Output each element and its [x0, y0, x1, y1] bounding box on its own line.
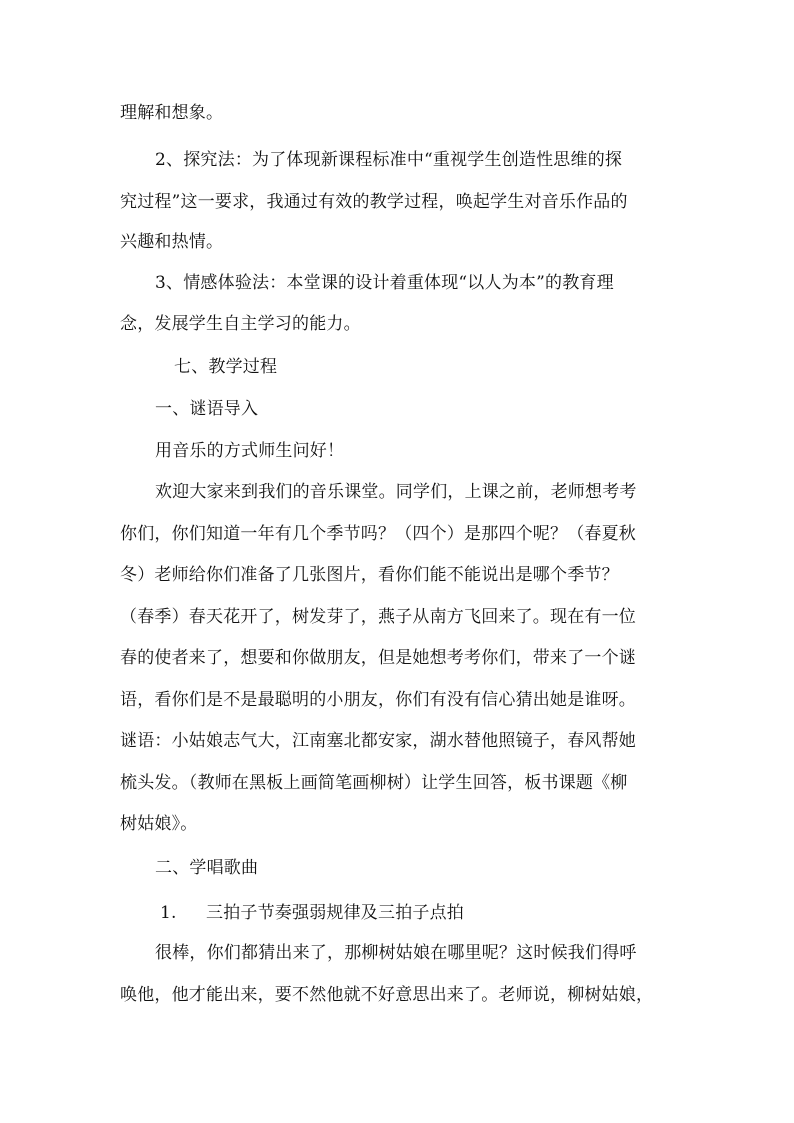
riddle-paragraph-line-6: 语，看你们是不是最聪明的小朋友，你们有没有信心猜出她是谁呀。 — [120, 690, 636, 710]
riddle-paragraph-line-9: 树姑娘》。 — [120, 814, 198, 834]
subsection-heading-riddle: 一、谜语导入 — [155, 399, 259, 419]
song-paragraph-line-2: 唤他，他才能出来，要不然他就不好意思出来了。老师说，柳树姑娘， — [120, 985, 654, 1005]
paragraph-greeting: 用音乐的方式师生问好！ — [155, 441, 345, 461]
song-paragraph-line-1: 很棒，你们都猜出来了，那柳树姑娘在哪里呢？这时候我们得呼 — [155, 943, 637, 963]
numbered-item-1 — [160, 901, 464, 925]
riddle-paragraph-line-1: 欢迎大家来到我们的音乐课堂。同学们，上课之前，老师想考考 — [155, 482, 637, 502]
item-text: 三拍子节奏强弱规律及三拍子点拍 — [206, 903, 464, 923]
riddle-paragraph-line-4: （春季）春天花开了，树发芽了，燕子从南方飞回来了。现在有一位 — [120, 607, 636, 627]
paragraph-line: 理解和想象。 — [120, 103, 224, 123]
item-number: 1. — [160, 903, 177, 923]
riddle-paragraph-line-2: 你们，你们知道一年有几个季节吗？（四个）是那四个呢？（春夏秋 — [120, 524, 636, 544]
method-2-line-1: 2、探究法：为了体现新课程标准中“重视学生创造性思维的探 — [155, 150, 623, 170]
riddle-paragraph-line-3: 冬）老师给你们准备了几张图片，看你们能不能说出是哪个季节？ — [120, 565, 619, 585]
method-2-line-2: 究过程”这一要求，我通过有效的教学过程，唤起学生对音乐作品的 — [120, 192, 628, 212]
subsection-heading-learn-song: 二、学唱歌曲 — [155, 858, 259, 878]
method-3-line-2: 念，发展学生自主学习的能力。 — [120, 314, 361, 334]
riddle-paragraph-line-7: 谜语：小姑娘志气大，江南塞北都安家，湖水替他照镜子，春风帮她 — [120, 731, 636, 751]
riddle-paragraph-line-8: 梳头发。（教师在黑板上画简笔画柳树）让学生回答，板书课题《柳 — [120, 773, 628, 793]
section-heading-teaching-process: 七、教学过程 — [174, 357, 278, 377]
method-2-line-3: 兴趣和热情。 — [120, 232, 224, 252]
method-3-line-1: 3、情感体验法：本堂课的设计着重体现“以人为本”的教育理 — [155, 273, 614, 293]
riddle-paragraph-line-5: 春的使者来了，想要和你做朋友，但是她想考考你们，带来了一个谜 — [120, 648, 636, 668]
